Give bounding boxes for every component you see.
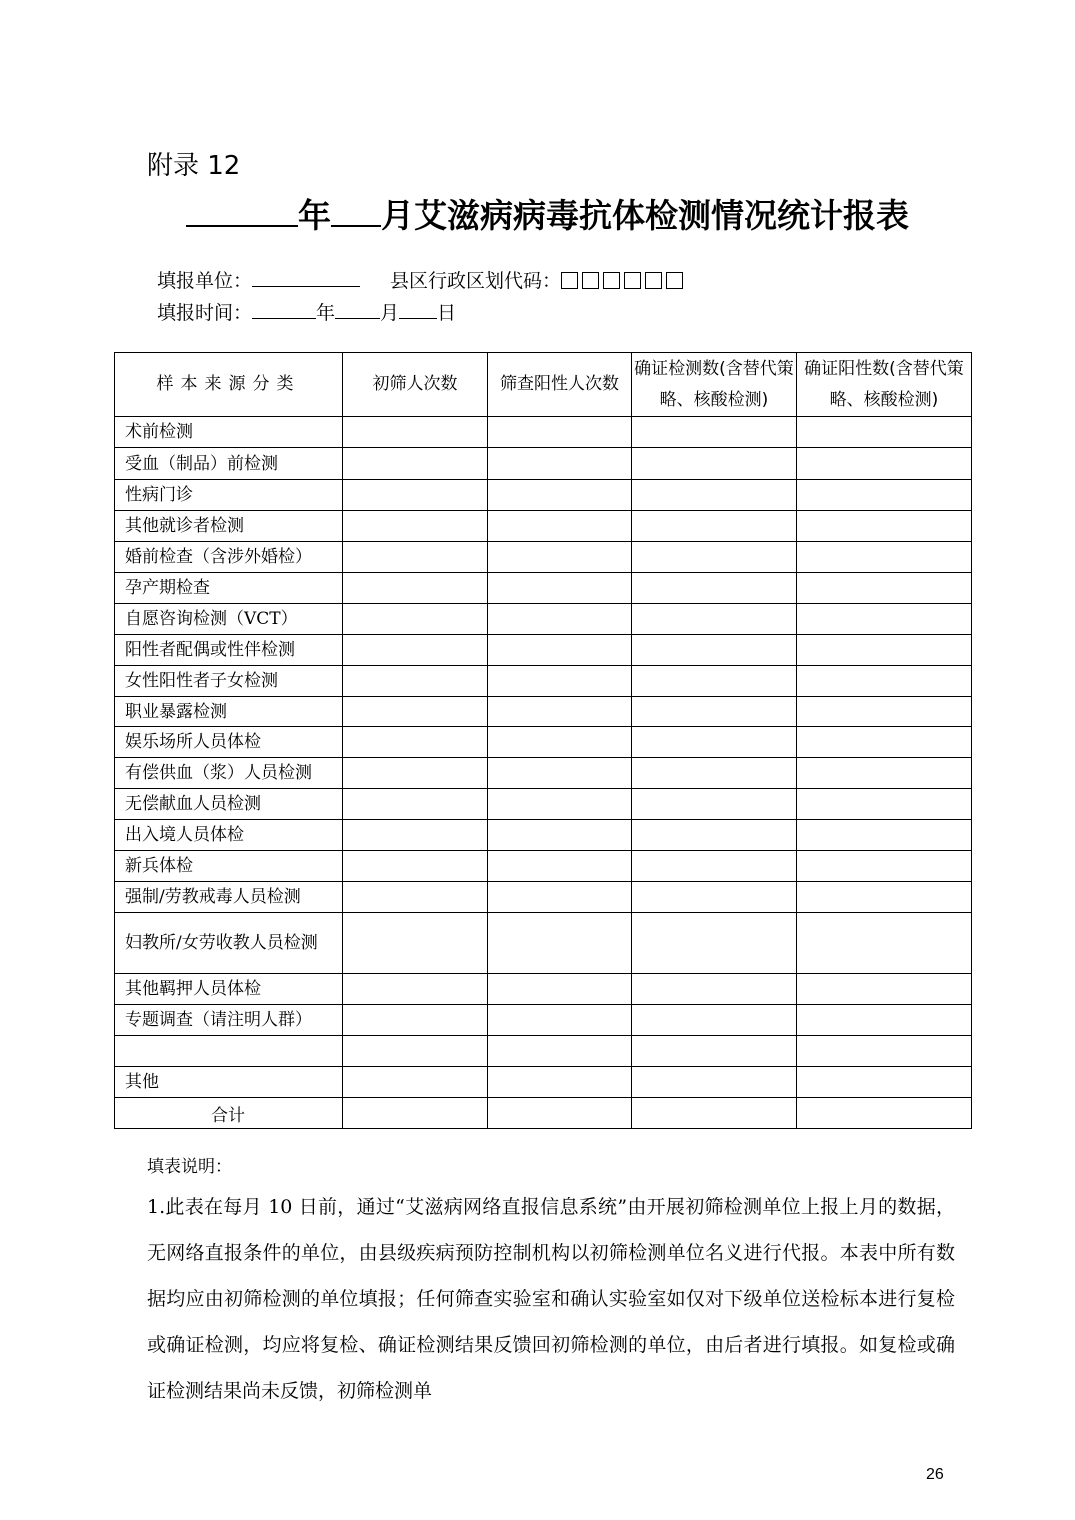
table-row [115, 727, 972, 758]
data-cell[interactable] [797, 758, 972, 789]
data-cell[interactable] [797, 1067, 972, 1098]
data-cell[interactable] [632, 573, 797, 604]
row-label: 自愿咨询检测（VCT） [115, 604, 343, 635]
form-row-unit [157, 266, 687, 293]
data-cell[interactable] [343, 635, 488, 666]
data-cell[interactable] [488, 851, 632, 882]
data-cell[interactable] [632, 1036, 797, 1067]
table-row [115, 635, 972, 666]
data-cell[interactable] [343, 820, 488, 851]
data-cell[interactable] [632, 448, 797, 480]
data-cell[interactable] [343, 851, 488, 882]
row-label: 娱乐场所人员体检 [115, 727, 343, 758]
data-cell[interactable] [488, 511, 632, 542]
data-cell[interactable] [797, 604, 972, 635]
data-cell[interactable] [632, 727, 797, 758]
data-cell[interactable] [343, 542, 488, 573]
data-cell[interactable] [632, 666, 797, 697]
data-cell[interactable] [632, 882, 797, 913]
data-cell[interactable] [632, 511, 797, 542]
data-cell[interactable] [488, 604, 632, 635]
data-cell[interactable] [488, 882, 632, 913]
data-cell[interactable] [797, 1036, 972, 1067]
data-cell[interactable] [797, 542, 972, 573]
day-field[interactable] [399, 300, 437, 319]
data-cell[interactable] [632, 820, 797, 851]
table-row [115, 789, 972, 820]
row-label: 有偿供血（浆）人员检测 [115, 758, 343, 789]
code-box[interactable] [561, 272, 578, 289]
data-cell[interactable] [343, 448, 488, 480]
year-blank[interactable] [186, 195, 298, 227]
total-cell[interactable] [632, 1098, 797, 1129]
data-cell[interactable] [797, 1005, 972, 1036]
page-title [186, 190, 909, 237]
day-label: 日 [437, 302, 457, 324]
notes-paragraph: 1.此表在每月 10 日前，通过“艾滋病网络直报信息系统”由开展初筛检测单位上报上月的数据，无网络直报条件的单位，由县级疾病预防控制机构以初筛检测单位名义进行代报。本表中所有数据均应由初筛检测的单位填报；任何筛查实验室和确认实验室如仅对下级单位送检标本进行复检或确证检测，均应将复检、确证检测结果反馈回初筛检测的单位，由后者进行填报。如复检或确证检测结果尚未反馈，初筛检测单 [147, 1196, 955, 1402]
data-cell[interactable] [632, 604, 797, 635]
data-cell[interactable] [632, 635, 797, 666]
data-cell[interactable] [343, 604, 488, 635]
data-cell[interactable] [343, 1036, 488, 1067]
row-label [115, 1036, 343, 1067]
table-row [115, 1036, 972, 1067]
code-box[interactable] [624, 272, 641, 289]
data-cell[interactable] [488, 542, 632, 573]
row-label: 职业暴露检测 [115, 697, 343, 727]
table-row [115, 697, 972, 727]
data-cell[interactable] [488, 417, 632, 448]
title-year-suffix: 年 [298, 196, 331, 235]
header-initial-screening: 初筛人次数 [343, 353, 488, 417]
total-cell[interactable] [797, 1098, 972, 1129]
table-row [115, 417, 972, 448]
page-number: 26 [926, 1466, 944, 1483]
table-row [115, 758, 972, 789]
data-cell[interactable] [797, 727, 972, 758]
total-row [115, 1098, 972, 1129]
data-cell[interactable] [488, 1067, 632, 1098]
data-cell[interactable] [343, 573, 488, 604]
data-cell[interactable] [343, 697, 488, 727]
total-cell[interactable] [488, 1098, 632, 1129]
data-cell[interactable] [488, 573, 632, 604]
data-cell[interactable] [343, 511, 488, 542]
unit-field[interactable] [252, 268, 360, 287]
header-screening-positive: 筛查阳性人次数 [488, 353, 632, 417]
row-label: 其他就诊者检测 [115, 511, 343, 542]
data-cell[interactable] [632, 417, 797, 448]
row-label: 妇教所/女劳收教人员检测 [115, 913, 343, 974]
data-cell[interactable] [797, 448, 972, 480]
table-row [115, 573, 972, 604]
month-field[interactable] [335, 300, 380, 319]
data-cell[interactable] [488, 913, 632, 974]
table-row [115, 448, 972, 480]
data-cell[interactable] [343, 789, 488, 820]
data-cell[interactable] [488, 789, 632, 820]
row-label: 其他 [115, 1067, 343, 1098]
row-label: 强制/劳教戒毒人员检测 [115, 882, 343, 913]
row-label: 新兵体检 [115, 851, 343, 882]
data-cell[interactable] [632, 789, 797, 820]
data-cell[interactable] [632, 1005, 797, 1036]
data-cell[interactable] [632, 758, 797, 789]
header-confirmation-tests: 确证检测数(含替代策略、核酸检测) [632, 353, 797, 417]
row-label: 性病门诊 [115, 480, 343, 511]
data-cell[interactable] [488, 727, 632, 758]
data-cell[interactable] [797, 417, 972, 448]
data-cell[interactable] [343, 882, 488, 913]
total-cell[interactable] [343, 1098, 488, 1129]
code-label: 县区行政区划代码： [390, 270, 562, 292]
appendix-label: 附录 12 [147, 151, 241, 181]
year-field[interactable] [252, 300, 316, 319]
code-box[interactable] [666, 272, 683, 289]
data-cell[interactable] [632, 974, 797, 1005]
data-cell[interactable] [343, 974, 488, 1005]
data-cell[interactable] [797, 697, 972, 727]
data-cell[interactable] [343, 913, 488, 974]
data-cell[interactable] [797, 820, 972, 851]
table-row [115, 1005, 972, 1036]
data-cell[interactable] [343, 480, 488, 511]
code-box[interactable] [645, 272, 662, 289]
header-confirmed-positive: 确证阳性数(含替代策略、核酸检测) [797, 353, 972, 417]
total-label: 合计 [115, 1098, 343, 1129]
data-cell[interactable] [797, 913, 972, 974]
data-cell[interactable] [343, 727, 488, 758]
data-cell[interactable] [632, 480, 797, 511]
data-cell[interactable] [488, 448, 632, 480]
data-cell[interactable] [632, 851, 797, 882]
data-cell[interactable] [343, 1005, 488, 1036]
notes-heading: 填表说明： [147, 1157, 232, 1177]
statistics-table [114, 352, 972, 1129]
table-row [115, 604, 972, 635]
data-cell[interactable] [343, 666, 488, 697]
table-row [115, 913, 972, 974]
data-cell[interactable] [632, 1067, 797, 1098]
row-label: 受血（制品）前检测 [115, 448, 343, 480]
data-cell[interactable] [488, 635, 632, 666]
header-sample-source: 样本来源分类 [115, 353, 343, 417]
table-row [115, 882, 972, 913]
data-cell[interactable] [343, 1067, 488, 1098]
data-cell[interactable] [488, 666, 632, 697]
form-row-time [157, 298, 456, 325]
row-label: 婚前检查（含涉外婚检） [115, 542, 343, 573]
data-cell[interactable] [343, 758, 488, 789]
data-cell[interactable] [488, 820, 632, 851]
data-cell[interactable] [797, 511, 972, 542]
row-label: 阳性者配偶或性伴检测 [115, 635, 343, 666]
table-row [115, 1067, 972, 1098]
data-cell[interactable] [797, 851, 972, 882]
row-label: 术前检测 [115, 417, 343, 448]
data-cell[interactable] [797, 635, 972, 666]
month-blank[interactable] [331, 195, 381, 227]
data-cell[interactable] [343, 417, 488, 448]
row-label: 孕产期检查 [115, 573, 343, 604]
data-cell[interactable] [797, 882, 972, 913]
row-label: 专题调查（请注明人群） [115, 1005, 343, 1036]
data-cell[interactable] [632, 697, 797, 727]
data-cell[interactable] [488, 1005, 632, 1036]
data-cell[interactable] [797, 974, 972, 1005]
data-cell[interactable] [488, 758, 632, 789]
time-label: 填报时间： [157, 302, 253, 324]
data-cell[interactable] [797, 666, 972, 697]
row-label: 无偿献血人员检测 [115, 789, 343, 820]
table-row [115, 820, 972, 851]
data-cell[interactable] [632, 913, 797, 974]
table-row [115, 851, 972, 882]
table-header-row [115, 353, 972, 417]
code-box[interactable] [603, 272, 620, 289]
table-row [115, 666, 972, 697]
table-row [115, 480, 972, 511]
data-cell[interactable] [488, 697, 632, 727]
data-cell[interactable] [797, 573, 972, 604]
month-label: 月 [380, 302, 400, 324]
title-text: 月艾滋病病毒抗体检测情况统计报表 [381, 196, 909, 235]
year-label: 年 [316, 302, 336, 324]
unit-label: 填报单位： [157, 270, 253, 292]
data-cell[interactable] [488, 1036, 632, 1067]
table-row [115, 511, 972, 542]
code-box[interactable] [582, 272, 599, 289]
data-cell[interactable] [797, 789, 972, 820]
row-label: 女性阳性者子女检测 [115, 666, 343, 697]
row-label: 其他羁押人员体检 [115, 974, 343, 1005]
table-row [115, 542, 972, 573]
row-label: 出入境人员体检 [115, 820, 343, 851]
region-code-boxes[interactable] [561, 270, 687, 292]
data-cell[interactable] [488, 974, 632, 1005]
data-cell[interactable] [488, 480, 632, 511]
data-cell[interactable] [797, 480, 972, 511]
table-row [115, 974, 972, 1005]
data-cell[interactable] [632, 542, 797, 573]
